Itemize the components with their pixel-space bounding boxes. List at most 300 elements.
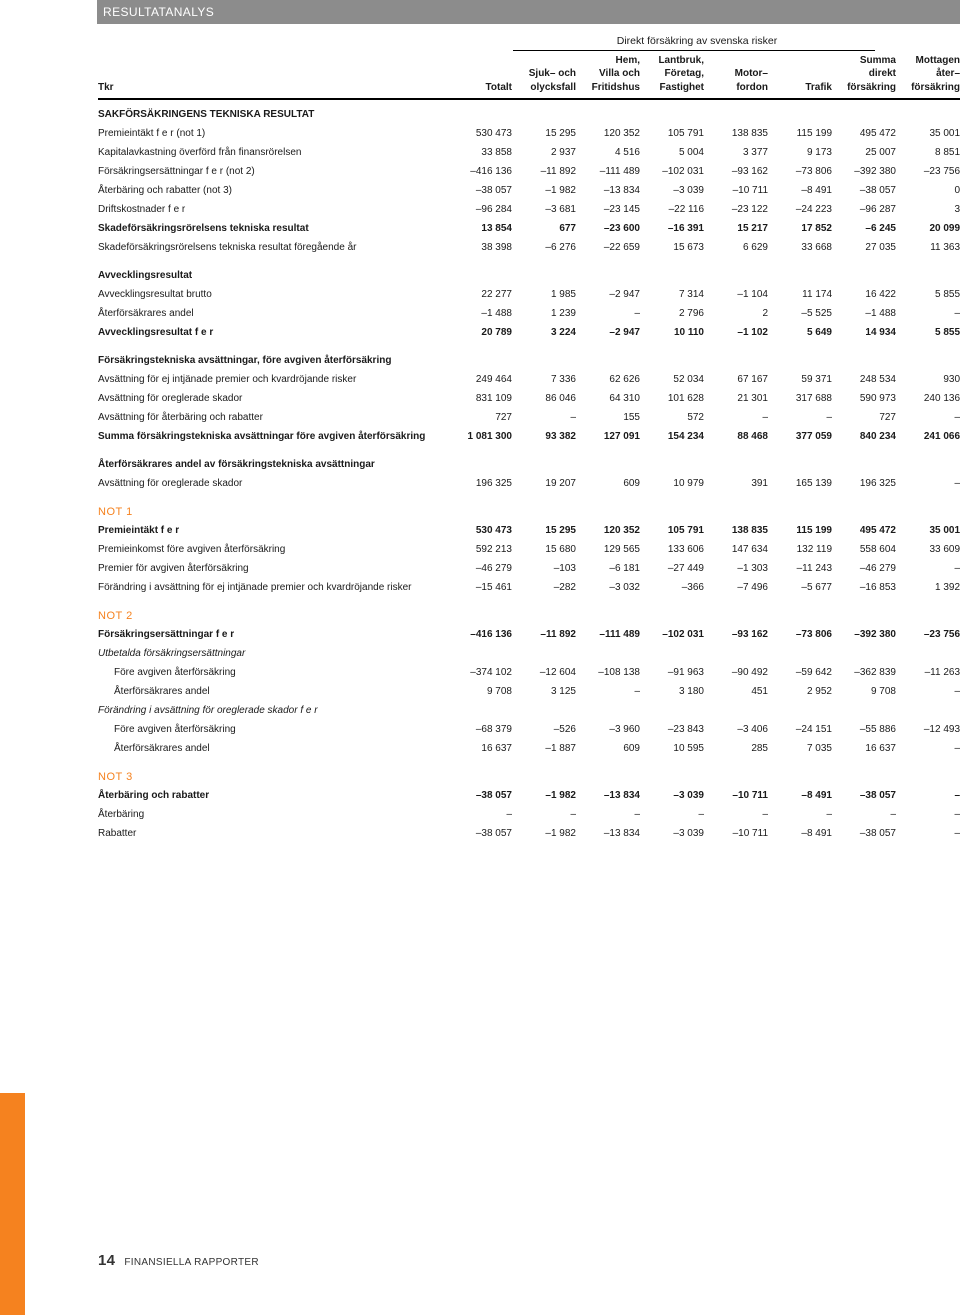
row-label: Avsättning för ej intjänade premier och kvardröjande risker	[98, 374, 357, 385]
row-label: Avsättning för oreglerade skador	[98, 478, 243, 489]
cell-value: –59 642	[795, 667, 832, 678]
cell-value: –10 711	[732, 185, 768, 196]
row-label: Kapitalavkastning överförd från finansrörelsen	[98, 147, 302, 158]
cell-value: –416 136	[470, 166, 512, 177]
cell-value: –5 677	[801, 582, 832, 593]
cell-value: –38 057	[475, 790, 512, 801]
cell-value: –93 162	[731, 166, 768, 177]
row-label: Avvecklingsresultat brutto	[98, 289, 212, 300]
cell-value: –46 279	[859, 563, 896, 574]
cell-value: 5 649	[806, 327, 832, 338]
cell-value: –11 892	[540, 629, 576, 640]
cell-value: 52 034	[673, 374, 704, 385]
cell-value: –24 151	[795, 724, 832, 735]
cell-value: –	[826, 412, 832, 423]
cell-value: 2 952	[806, 686, 832, 697]
cell-value: 120 352	[603, 525, 640, 536]
table-row	[98, 474, 960, 493]
cell-value: 9 708	[486, 686, 512, 697]
column-header-line: åter–	[936, 68, 960, 79]
cell-value: –8 491	[801, 790, 832, 801]
table-row	[98, 143, 960, 162]
cell-value: 35 001	[929, 525, 960, 536]
table-row	[98, 285, 960, 304]
cell-value: –	[954, 828, 960, 839]
cell-value: 67 167	[737, 374, 768, 385]
cell-value: 495 472	[859, 128, 896, 139]
cell-value: 132 119	[796, 544, 832, 555]
cell-value: –3 039	[673, 828, 704, 839]
cell-value: 15 295	[545, 525, 576, 536]
cell-value: 129 565	[603, 544, 640, 555]
cell-value: –38 057	[859, 185, 896, 196]
table-row	[98, 408, 960, 427]
cell-value: 27 035	[865, 242, 896, 253]
cell-value: 59 371	[801, 374, 832, 385]
cell-value: –526	[553, 724, 576, 735]
cell-value: –1 303	[737, 563, 768, 574]
page-accent-bar	[0, 1093, 25, 1315]
column-header-line: Mottagen	[915, 54, 960, 66]
column-header-line: direkt	[868, 68, 896, 79]
subheading-row	[98, 644, 960, 663]
cell-value: –2 947	[609, 327, 640, 338]
column-header-line: Sjuk– och	[528, 68, 576, 79]
table-row	[98, 540, 960, 559]
row-label: Rabatter	[98, 828, 137, 839]
column-header-tkr	[98, 81, 218, 95]
cell-value: –103	[553, 563, 576, 574]
cell-value: 20 099	[929, 223, 960, 234]
cell-value: 727	[495, 412, 512, 423]
footer-section: FINANSIELLA RAPPORTER	[124, 1257, 259, 1268]
cell-value: –1 982	[545, 790, 576, 801]
cell-value: –96 284	[475, 204, 512, 215]
table-row	[98, 720, 960, 739]
cell-value: –10 711	[732, 790, 768, 801]
cell-value: –5 525	[801, 308, 832, 319]
cell-value: –38 057	[859, 790, 896, 801]
row-label: NOT 3	[98, 770, 133, 783]
cell-value: –	[570, 412, 576, 423]
results-table	[98, 105, 960, 843]
cell-value: 93 382	[545, 431, 576, 442]
cell-value: –	[762, 809, 768, 820]
cell-value: –90 492	[731, 667, 768, 678]
cell-value: –6 245	[865, 223, 896, 234]
column-header-line: Motor–	[734, 68, 768, 79]
row-label: Driftskostnader f e r	[98, 204, 186, 215]
subtotal-row	[98, 427, 960, 446]
cell-value: –2 947	[609, 289, 640, 300]
row-label: Försäkringsersättningar f e r (not 2)	[98, 166, 255, 177]
cell-value: –38 057	[475, 828, 512, 839]
cell-value: –374 102	[470, 667, 512, 678]
cell-value: –73 806	[795, 166, 832, 177]
cell-value: –6 276	[545, 242, 576, 253]
cell-value: 3	[954, 204, 960, 215]
cell-value: –96 287	[859, 204, 896, 215]
cell-value: –24 223	[795, 204, 832, 215]
cell-value: 62 626	[609, 374, 640, 385]
cell-value: –1 102	[737, 327, 768, 338]
cell-value: 154 234	[667, 431, 704, 442]
row-label: Skadeförsäkringsrörelsens tekniska resultat	[98, 223, 309, 234]
cell-value: 7 314	[678, 289, 704, 300]
row-label: Avsättning för oreglerade skador	[98, 393, 243, 404]
cell-value: –3 039	[673, 790, 704, 801]
cell-value: 155	[623, 412, 640, 423]
cell-value: –366	[681, 582, 704, 593]
table-row	[98, 578, 960, 597]
cell-value: –91 963	[667, 667, 704, 678]
cell-value: –	[954, 743, 960, 754]
cell-value: 609	[623, 743, 640, 754]
spacer-row	[98, 446, 960, 455]
cell-value: 1 081 300	[467, 431, 512, 442]
section-heading-row	[98, 105, 960, 124]
table-row	[98, 389, 960, 408]
column-header-line: Summa	[859, 54, 896, 66]
table-row	[98, 181, 960, 200]
cell-value: –1 104	[737, 289, 768, 300]
cell-value: 930	[943, 374, 960, 385]
column-header-line: Totalt	[485, 81, 512, 93]
cell-value: –11 892	[540, 166, 576, 177]
cell-value: –	[954, 809, 960, 820]
cell-value: 86 046	[545, 393, 576, 404]
column-header-line: olycksfall	[530, 81, 576, 93]
cell-value: –6 181	[609, 563, 640, 574]
cell-value: –22 116	[668, 204, 704, 215]
cell-value: –	[634, 686, 640, 697]
cell-value: –11 263	[924, 667, 960, 678]
column-header-line: fordon	[736, 81, 768, 93]
row-label: NOT 2	[98, 609, 133, 622]
table-row	[98, 162, 960, 181]
cell-value: 3 180	[678, 686, 704, 697]
cell-value: 241 066	[923, 431, 960, 442]
column-header-line: Trafik	[805, 81, 832, 93]
row-label: Försäkringsersättningar f e r	[98, 629, 235, 640]
cell-value: –93 162	[731, 629, 768, 640]
spacer-row	[98, 758, 960, 767]
row-label: Utbetalda försäkringsersättningar	[98, 648, 246, 659]
column-group-title: Direkt försäkring av svenska risker	[616, 35, 778, 47]
cell-value: –7 496	[737, 582, 768, 593]
cell-value: –3 960	[609, 724, 640, 735]
column-group-rule	[513, 50, 875, 51]
cell-value: –1 887	[545, 743, 576, 754]
cell-value: –	[634, 809, 640, 820]
cell-value: –	[762, 412, 768, 423]
cell-value: 15 680	[545, 544, 576, 555]
cell-value: 727	[879, 412, 896, 423]
cell-value: –362 839	[854, 667, 896, 678]
cell-value: –	[954, 790, 960, 801]
cell-value: 16 422	[865, 289, 896, 300]
cell-value: –11 243	[796, 563, 832, 574]
subtotal-row	[98, 323, 960, 342]
cell-value: 19 207	[545, 478, 576, 489]
subtotal-row	[98, 786, 960, 805]
cell-value: –392 380	[854, 629, 896, 640]
table-row	[98, 124, 960, 143]
row-label: Premieinkomst före avgiven återförsäkring	[98, 544, 286, 555]
cell-value: –108 138	[598, 667, 640, 678]
cell-value: –12 604	[539, 667, 576, 678]
cell-value: 15 217	[737, 223, 768, 234]
cell-value: –	[954, 412, 960, 423]
cell-value: 33 858	[481, 147, 512, 158]
cell-value: –10 711	[732, 828, 768, 839]
cell-value: –111 489	[599, 629, 640, 640]
cell-value: –13 834	[603, 790, 640, 801]
cell-value: –3 681	[545, 204, 576, 215]
column-header-line: Hem,	[615, 54, 640, 66]
cell-value: 138 835	[731, 128, 768, 139]
cell-value: 1 985	[550, 289, 576, 300]
cell-value: 592 213	[475, 544, 512, 555]
cell-value: 1 392	[935, 582, 960, 593]
cell-value: 3 125	[550, 686, 576, 697]
cell-value: –3 406	[737, 724, 768, 735]
row-label: Återförsäkrares andel	[114, 686, 210, 697]
cell-value: 10 110	[673, 327, 704, 338]
cell-value: –1 982	[545, 185, 576, 196]
cell-value: –	[954, 478, 960, 489]
cell-value: –1 982	[545, 828, 576, 839]
cell-value: –38 057	[859, 828, 896, 839]
cell-value: 249 464	[475, 374, 512, 385]
cell-value: 9 173	[806, 147, 832, 158]
row-label: Avsättning för återbäring och rabatter	[98, 412, 263, 423]
cell-value: –416 136	[470, 629, 512, 640]
row-label: Avvecklingsresultat f e r	[98, 327, 214, 338]
cell-value: 530 473	[475, 128, 512, 139]
cell-value: 22 277	[481, 289, 512, 300]
cell-value: 196 325	[859, 478, 896, 489]
cell-value: –23 843	[667, 724, 704, 735]
column-header	[856, 54, 960, 95]
cell-value: –102 031	[662, 629, 704, 640]
cell-value: 38 398	[481, 242, 512, 253]
cell-value: 2 937	[550, 147, 576, 158]
spacer-row	[98, 257, 960, 266]
cell-value: 572	[687, 412, 704, 423]
table-row	[98, 238, 960, 257]
cell-value: 11 174	[802, 289, 832, 300]
cell-value: 88 468	[737, 431, 768, 442]
cell-value: 10 979	[673, 478, 704, 489]
cell-value: 11 363	[930, 242, 960, 253]
cell-value: 391	[751, 478, 768, 489]
cell-value: 13 854	[481, 223, 512, 234]
cell-value: –13 834	[603, 828, 640, 839]
cell-value: 285	[751, 743, 768, 754]
cell-value: 558 604	[859, 544, 896, 555]
cell-value: –1 488	[481, 308, 512, 319]
note-heading-row	[98, 767, 960, 786]
section-heading-row	[98, 455, 960, 474]
cell-value: –73 806	[795, 629, 832, 640]
page-footer	[98, 1252, 259, 1269]
cell-value: 127 091	[603, 431, 640, 442]
row-label: Återförsäkrares andel	[98, 308, 194, 319]
cell-value: 25 007	[865, 147, 896, 158]
column-header-line: Lantbruk,	[658, 54, 704, 66]
cell-value: 115 199	[796, 128, 832, 139]
cell-value: –23 145	[603, 204, 640, 215]
cell-value: 120 352	[603, 128, 640, 139]
cell-value: 609	[623, 478, 640, 489]
cell-value: 2 796	[678, 308, 704, 319]
section-heading-row	[98, 266, 960, 285]
cell-value: –	[826, 809, 832, 820]
row-label: Förändring i avsättning för oreglerade skador f e r	[98, 705, 318, 716]
spacer-row	[98, 342, 960, 351]
cell-value: –3 032	[609, 582, 640, 593]
cell-value: 3 224	[550, 327, 576, 338]
row-label: Avvecklingsresultat	[98, 270, 193, 281]
cell-value: 1 239	[550, 308, 576, 319]
spacer-row	[98, 597, 960, 606]
cell-value: 138 835	[731, 525, 768, 536]
cell-value: –1 488	[865, 308, 896, 319]
cell-value: 196 325	[475, 478, 512, 489]
cell-value: 9 708	[870, 686, 896, 697]
row-label: Återförsäkrares andel	[114, 743, 210, 754]
section-heading-row	[98, 351, 960, 370]
cell-value: –282	[553, 582, 576, 593]
cell-value: –22 659	[603, 242, 640, 253]
cell-value: 8 851	[935, 147, 960, 158]
cell-value: –	[698, 809, 704, 820]
table-row	[98, 559, 960, 578]
cell-value: –8 491	[801, 185, 832, 196]
cell-value: 15 295	[545, 128, 576, 139]
row-label: Före avgiven återförsäkring	[114, 667, 236, 678]
cell-value: 3 377	[742, 147, 768, 158]
cell-value: –	[506, 809, 512, 820]
cell-value: 21 301	[737, 393, 768, 404]
cell-value: 16 637	[481, 743, 512, 754]
cell-value: –	[954, 308, 960, 319]
cell-value: –16 391	[667, 223, 704, 234]
cell-value: –38 057	[475, 185, 512, 196]
row-label: Premier för avgiven återförsäkring	[98, 563, 249, 574]
cell-value: 147 634	[731, 544, 768, 555]
column-header-line: försäkring	[911, 81, 960, 93]
subtotal-row	[98, 219, 960, 238]
cell-value: 5 855	[935, 289, 960, 300]
row-label: NOT 1	[98, 505, 133, 518]
row-label: Återbäring	[98, 809, 145, 820]
cell-value: –15 461	[475, 582, 512, 593]
table-row	[98, 200, 960, 219]
cell-value: 64 310	[609, 393, 640, 404]
cell-value: –16 853	[859, 582, 896, 593]
cell-value: 2	[762, 308, 768, 319]
cell-value: 7 035	[806, 743, 832, 754]
cell-value: 10 595	[673, 743, 704, 754]
table-row	[98, 682, 960, 701]
spacer-row	[98, 493, 960, 502]
cell-value: 7 336	[550, 374, 576, 385]
row-label: Premieintäkt f e r	[98, 525, 180, 536]
cell-value: 840 234	[859, 431, 896, 442]
cell-value: 105 791	[667, 128, 704, 139]
cell-value: 14 934	[865, 327, 896, 338]
row-label: Summa försäkringstekniska avsättningar före avgiven återförsäkring	[98, 431, 426, 442]
page-number: 14	[98, 1252, 116, 1269]
note-heading-row	[98, 502, 960, 521]
row-label: Före avgiven återförsäkring	[114, 724, 236, 735]
column-header-line: Villa och	[599, 68, 640, 79]
cell-value: 317 688	[795, 393, 832, 404]
cell-value: –46 279	[475, 563, 512, 574]
column-header-line: försäkring	[847, 81, 896, 93]
cell-value: 4 516	[614, 147, 640, 158]
cell-value: –	[570, 809, 576, 820]
cell-value: 16 637	[865, 743, 896, 754]
cell-value: 17 852	[801, 223, 832, 234]
cell-value: 451	[751, 686, 768, 697]
cell-value: 133 606	[667, 544, 704, 555]
row-label: Återförsäkrares andel av försäkringstekniska avsättningar	[98, 459, 375, 470]
cell-value: –27 449	[667, 563, 704, 574]
table-row	[98, 739, 960, 758]
table-row	[98, 663, 960, 682]
cell-value: –23 756	[923, 166, 960, 177]
cell-value: 105 791	[667, 525, 704, 536]
cell-value: 5 004	[678, 147, 704, 158]
cell-value: –68 379	[475, 724, 512, 735]
row-label: Återbäring och rabatter	[98, 790, 210, 801]
cell-value: 5 855	[935, 327, 960, 338]
row-label: Premieintäkt f e r (not 1)	[98, 128, 206, 139]
column-header-line: Företag,	[664, 68, 704, 79]
cell-value: –8 491	[801, 828, 832, 839]
cell-value: –	[890, 809, 896, 820]
subheading-row	[98, 701, 960, 720]
cell-value: 590 973	[859, 393, 896, 404]
cell-value: 530 473	[475, 525, 512, 536]
cell-value: –3 039	[673, 185, 704, 196]
cell-value: –392 380	[854, 166, 896, 177]
cell-value: 35 001	[929, 128, 960, 139]
cell-value: 33 668	[801, 242, 832, 253]
row-label: Försäkringstekniska avsättningar, före avgiven återförsäkring	[98, 355, 392, 366]
table-row	[98, 805, 960, 824]
table-header	[98, 30, 960, 100]
table-row	[98, 824, 960, 843]
cell-value: 248 534	[859, 374, 896, 385]
cell-value: 6 629	[742, 242, 768, 253]
cell-value: 0	[954, 185, 960, 196]
cell-value: 115 199	[796, 525, 832, 536]
subtotal-row	[98, 625, 960, 644]
cell-value: 495 472	[859, 525, 896, 536]
cell-value: 377 059	[795, 431, 832, 442]
note-heading-row	[98, 606, 960, 625]
row-label: Skadeförsäkringsrörelsens tekniska resultat föregående år	[98, 242, 357, 253]
cell-value: 101 628	[667, 393, 704, 404]
cell-value: –23 756	[923, 629, 960, 640]
cell-value: 240 136	[923, 393, 960, 404]
cell-value: 15 673	[673, 242, 704, 253]
cell-value: 165 139	[795, 478, 832, 489]
